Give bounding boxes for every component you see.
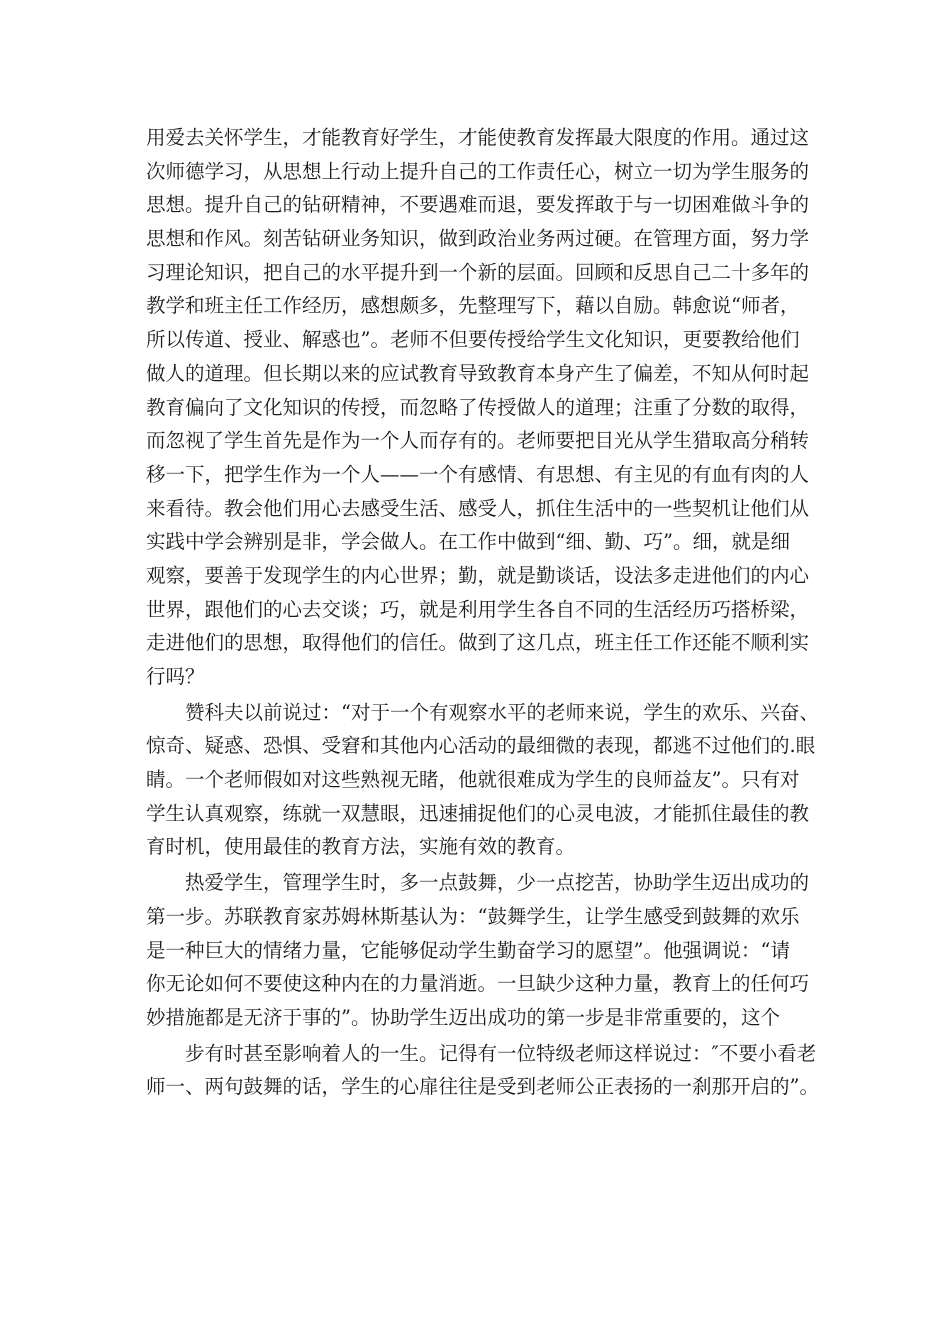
text-line: 次师德学习，从思想上行动上提升自己的工作责任心，树立一切为学生服务的 xyxy=(146,159,810,183)
text-line: 教育偏向了文化知识的传授，而忽略了传授做人的道理；注重了分数的取得， xyxy=(146,395,810,419)
text-line: 步有时甚至影响着人的一生。记得有一位特级老师这样说过：″不要小看老 xyxy=(146,1041,817,1065)
text-line: 移一下，把学生作为一个人——一个有感情、有思想、有主见的有血有肉的人 xyxy=(146,462,810,486)
text-line: 赞科夫以前说过：“对于一个有观察水平的老师来说，学生的欢乐、兴奋、 xyxy=(146,700,819,724)
text-line: 学生认真观察，练就一双慧眼，迅速捕捉他们的心灵电波，才能抓住最佳的教 xyxy=(146,801,810,825)
text-line: 行吗？ xyxy=(146,665,205,688)
document-body xyxy=(146,121,819,1104)
text-line: 师一、两句鼓舞的话，学生的心扉往往是受到老师公正表扬的一刹那开启的”。 xyxy=(146,1075,819,1099)
text-line: 热爱学生，管理学生时，多一点鼓舞，少一点挖苦，协助学生迈出成功的 xyxy=(146,871,810,895)
text-line: 惊奇、疑惑、恐惧、受窘和其他内心活动的最细微的表现，都逃不过他们的.眼 xyxy=(146,734,816,758)
text-line: 所以传道、授业、解惑也”。老师不但要传授给学生文化知识，更要教给他们 xyxy=(146,328,800,352)
text-line: 用爱去关怀学生，才能教育好学生，才能使教育发挥最大限度的作用。通过这 xyxy=(146,126,810,149)
text-line: 来看待。教会他们用心去感受生活、感受人，抓住生活中的一些契机让他们从 xyxy=(146,496,810,520)
text-line: 育时机，使用最佳的教育方法，实施有效的教育。 xyxy=(146,835,576,859)
text-line: 做人的道理。但长期以来的应试教育导致教育本身产生了偏差，不知从何时起 xyxy=(146,361,810,385)
text-line: 观察，要善于发现学生的内心世界；勤，就是勤谈话，设法多走进他们的内心 xyxy=(146,563,810,587)
text-line: 是一种巨大的情绪力量，它能够促动学生勤奋学习的愿望”。他强调说：“请 xyxy=(146,938,790,962)
text-line: 思想和作风。刻苦钻研业务知识，做到政治业务两过硬。在管理方面，努力学 xyxy=(146,227,810,251)
text-line: 世界，跟他们的心去交谈；巧，就是利用学生各自不同的生活经历巧搭桥梁， xyxy=(146,597,810,621)
text-line: 习理论知识，把自己的水平提升到一个新的层面。回顾和反思自己二十多年的 xyxy=(146,260,810,284)
text-line: 思想。提升自己的钻研精神，不要遇难而退，要发挥敢于与一切困难做斗争的 xyxy=(146,193,810,217)
text-line: 妙措施都是无济于事的”。协助学生迈出成功的第一步是非常重要的，这个 xyxy=(146,1005,780,1029)
text-line: 睛。一个老师假如对这些熟视无睹，他就很难成为学生的良师益友”。只有对 xyxy=(146,768,800,792)
text-line: 而忽视了学生首先是作为一个人而存有的。老师要把目光从学生猎取高分稍转 xyxy=(146,429,810,453)
text-line: 走进他们的思想，取得他们的信任。做到了这几点，班主任工作还能不顺利实 xyxy=(146,631,810,655)
text-line: 你无论如何不要使这种内在的力量消逝。一旦缺少这种力量，教育上的任何巧 xyxy=(146,972,810,996)
text-line: 实践中学会辨别是非，学会做人。在工作中做到“细、勤、巧”。细，就是细 xyxy=(146,530,790,554)
text-line: 教学和班主任工作经历，感想颇多，先整理写下，藉以自励。韩愈说“师者， xyxy=(146,294,800,318)
text-line: 第一步。苏联教育家苏姆林斯基认为：“鼓舞学生，让学生感受到鼓舞的欢乐 xyxy=(146,904,800,928)
